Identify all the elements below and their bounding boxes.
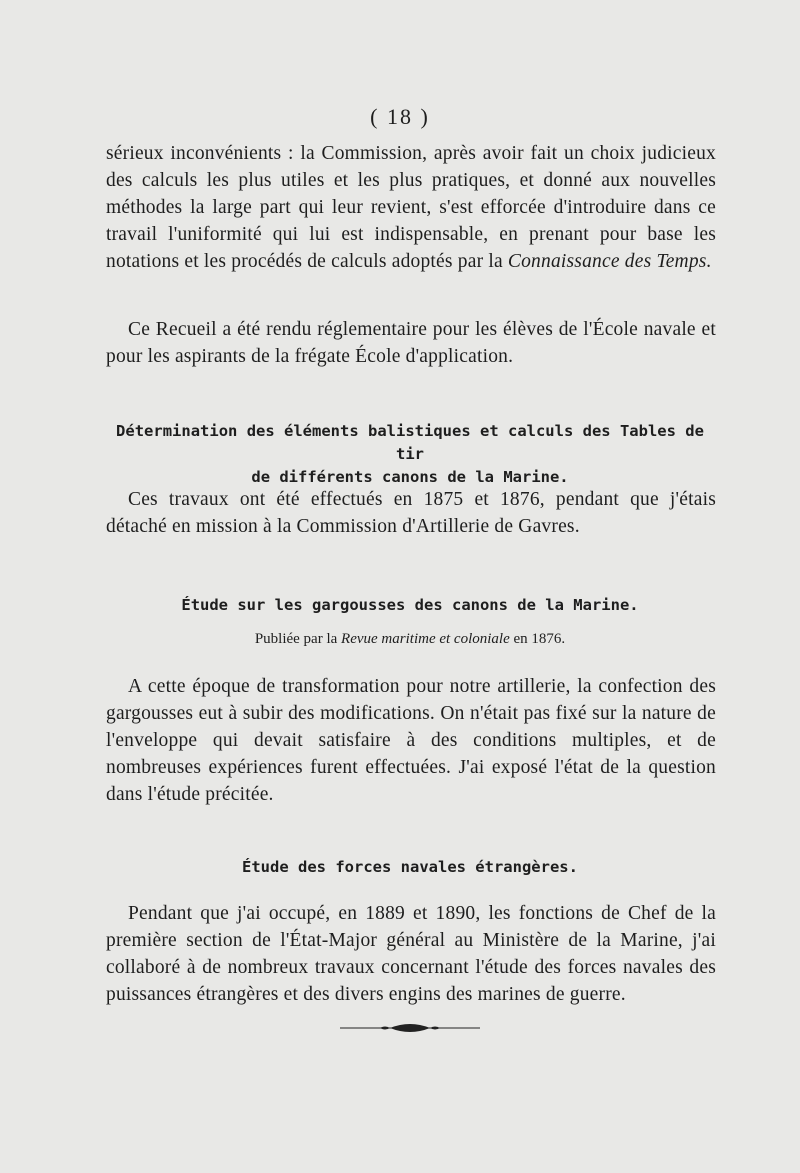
section-3-body: [106, 900, 716, 1008]
note-prefix: Publiée par la: [254, 631, 338, 647]
section-2-heading: [100, 594, 720, 617]
paragraph-1-italic: Connaissance des Temps.: [507, 251, 712, 272]
section-2-body-text: A cette époque de transformation pour notre artillerie, la confection des gargousses eut à subir des modifications. On n'était pas fixé sur la nature de l'enveloppe qui devait satisfaire à des conditions multiples, et de nombreuses expériences furent effectuées. J'ai exposé l'état de la question dans l'étude précitée.: [106, 676, 716, 805]
section-1-heading-line-1: Détermination des éléments balistiques et calculs des Tables de tir: [116, 422, 704, 463]
paragraph-2: [106, 316, 716, 370]
end-ornament-icon: [340, 1020, 480, 1036]
note-journal: Revue maritime et coloniale: [341, 631, 510, 647]
paragraph-1: [106, 140, 716, 275]
section-3-heading-line: Étude des forces navales étrangères.: [242, 858, 578, 876]
section-1-heading-line-2: de différents canons de la Marine.: [251, 468, 569, 486]
note-suffix: en 1876.: [513, 631, 566, 647]
section-1-body-text: Ces travaux ont été effectués en 1875 et 1876, pendant que j'étais détaché en mission à la Commission d'Artillerie de Gavres.: [106, 489, 716, 537]
section-2-heading-line: Étude sur les gargousses des canons de la Marine.: [181, 596, 639, 614]
section-1-body: [106, 486, 716, 540]
section-1-heading: [100, 420, 720, 489]
section-3-body-text: Pendant que j'ai occupé, en 1889 et 1890, les fonctions de Chef de la première section de l'État-Major général au Ministère de la Marine, j'ai collaboré à de nombreux travaux concernant l'étude des forces navales des puissances étrangères et des divers engins des marines de guerre.: [106, 903, 716, 1005]
section-2-body: [106, 673, 716, 808]
section-3-heading: [100, 856, 720, 879]
paragraph-1-text: sérieux inconvénients : la Commission, après avoir fait un choix judicieux des calculs les plus utiles et les plus pratiques, et donné aux nouvelles méthodes la large part qui leur revient, s'est efforcée d'introduire dans ce travail l'uniformité qui lui est indispensable, en prenant pour base les notations et les procédés de calculs adoptés par la: [106, 143, 716, 272]
page-number: ( 18 ): [370, 104, 430, 129]
section-2-publication-note: [100, 631, 720, 648]
paragraph-2-text: Ce Recueil a été rendu réglementaire pour les élèves de l'École navale et pour les aspirants de la frégate École d'application.: [106, 319, 716, 367]
